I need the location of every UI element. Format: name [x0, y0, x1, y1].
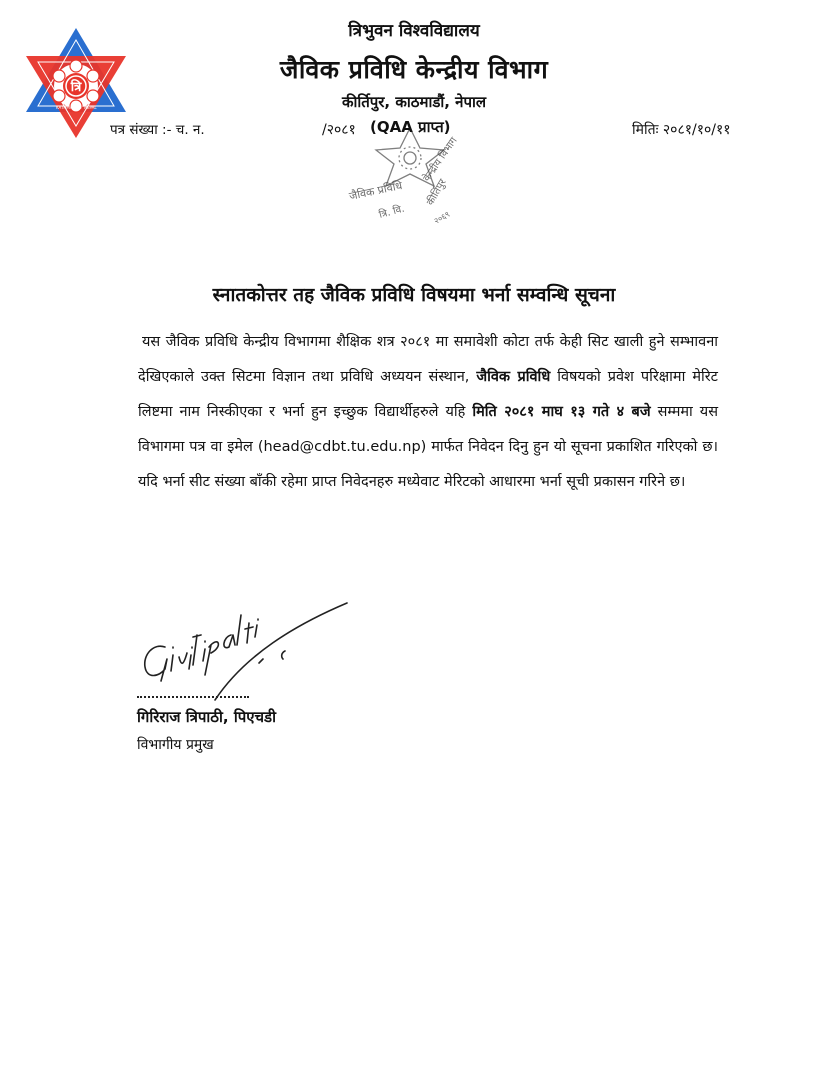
svg-text:कीर्तिपुर: कीर्तिपुर: [425, 177, 449, 208]
notice-body: [138, 325, 718, 500]
body-segment: यस जैविक प्रविधि केन्द्रीय विभागमा शैक्षिक शत्र २०८१ मा समावेशी कोटा तर्फ केही सिट खाली हुने सम्भावना देखिएकाले उक्त सिटमा विज्ञान तथा प्रविधि अध्ययन संस्थान,: [138, 334, 718, 385]
signatory-title: विभागीय प्रमुख: [137, 737, 214, 753]
svg-text:२०६९: २०६९: [432, 209, 452, 226]
notice-title: स्नातकोत्तर तह जैविक प्रविधि विषयमा भर्ना सम्वन्धि सूचना: [212, 284, 616, 306]
body-segment-bold: जैविक प्रविधि: [476, 369, 551, 385]
qaa-accreditation-label: (QAA प्राप्त): [370, 118, 451, 136]
department-name: जैविक प्रविधि केन्द्रीय विभाग: [279, 55, 549, 84]
signatory-name: गिरिराज त्रिपाठी, पिएचडी: [137, 708, 276, 726]
body-segment: विषयको प्रवेश परिक्षामा मेरिट लिष्टमा नाम निस्कीएका र भर्ना हुन इच्छुक विद्यार्थीहरुले यहि: [138, 369, 718, 420]
svg-text:त्रि. वि.: त्रि. वि.: [377, 203, 406, 221]
signature-line: [137, 696, 249, 698]
svg-text:जैविक प्रविधि: जैविक प्रविधि: [347, 179, 404, 203]
svg-text:KATHMANDU: KATHMANDU: [56, 105, 82, 110]
body-segment: सम्ममा यस विभागमा पत्र वा इमेल (head@cdbt.tu.edu.np) मार्फत निवेदन दिनु हुन यो सूचना प्रकाशित गरिएको छ। यदि भर्ना सीट संख्या बाँकी रहेमा प्राप्त निवेदनहरु मध्येवाट मेरिटको आधारमा भर्ना सूची प्रकासन गरिने छ।: [138, 404, 719, 490]
reference-number: /२०८१: [322, 122, 356, 138]
svg-text:त्रि: त्रि: [70, 80, 82, 95]
svg-text:NEPAL: NEPAL: [84, 105, 97, 110]
university-name: त्रिभुवन विश्वविद्यालय: [348, 21, 480, 41]
body-segment-bold: मिति २०८१ माघ १३ गते ४ बजे: [472, 404, 651, 420]
letter-date: [632, 120, 731, 139]
date-label: मितिः: [632, 122, 659, 138]
date-value: २०८१/१०/११: [662, 122, 731, 138]
department-address: कीर्तिपुर, काठमाडौं, नेपाल: [341, 93, 487, 111]
reference-label: पत्र संख्या :- च. न.: [110, 122, 205, 138]
department-stamp-icon: [340, 120, 490, 235]
svg-text:केन्द्रीय विभाग: केन्द्रीय विभाग: [421, 135, 460, 184]
